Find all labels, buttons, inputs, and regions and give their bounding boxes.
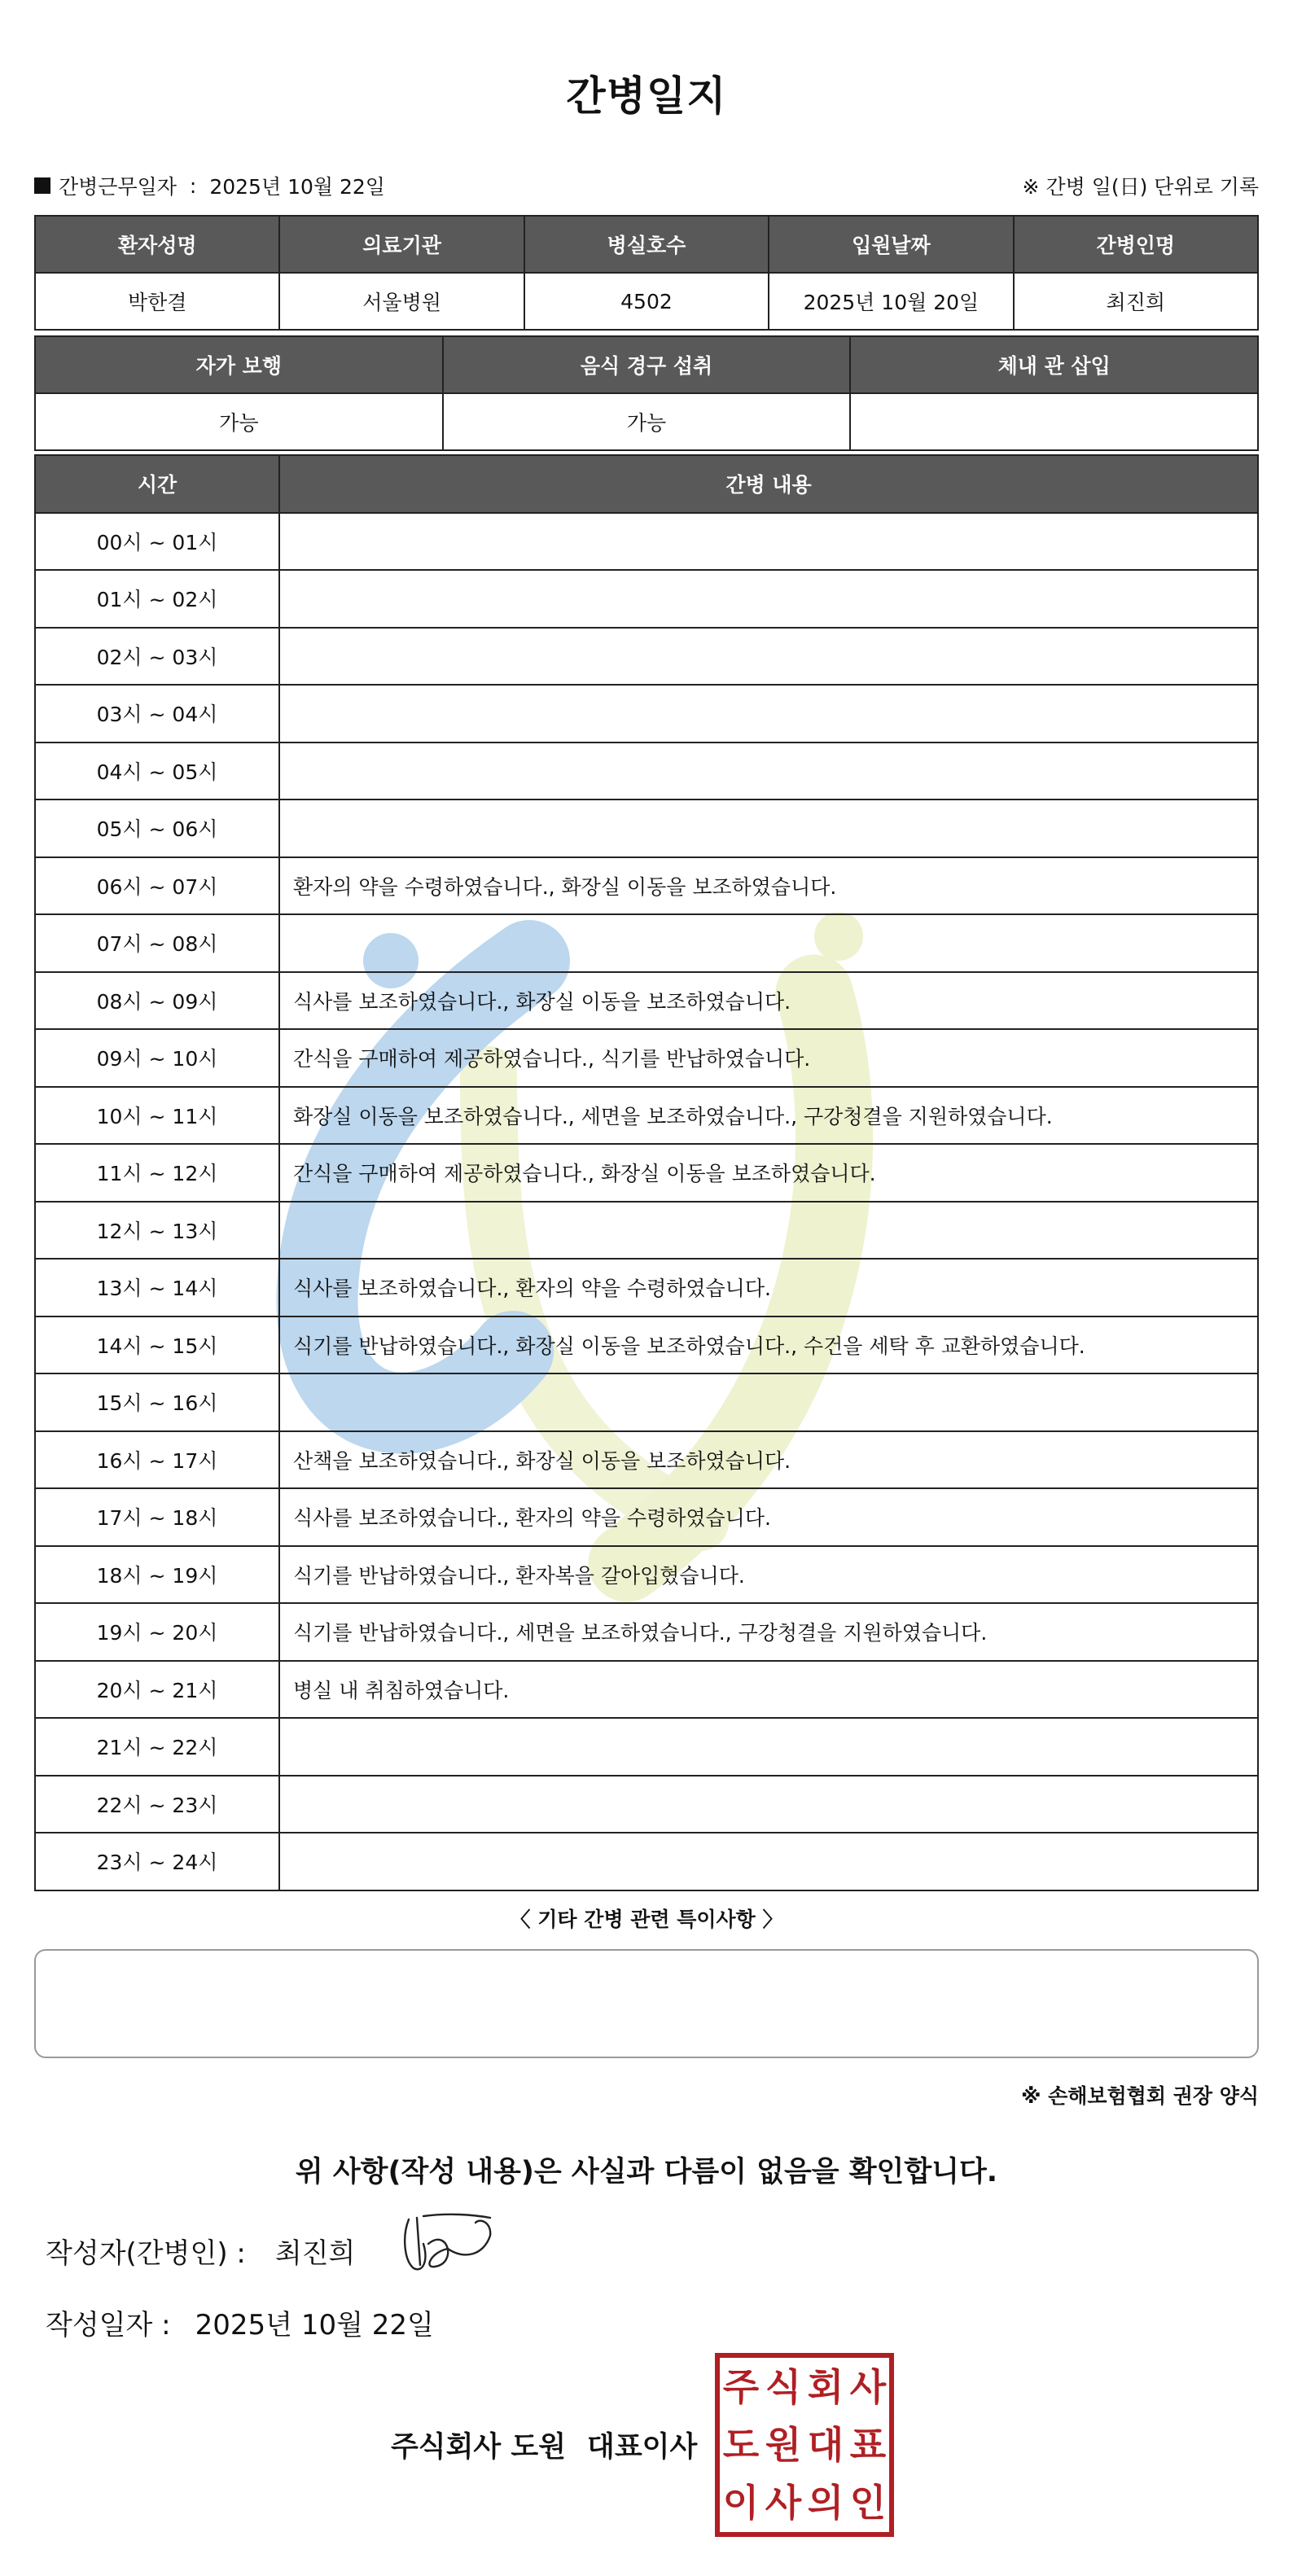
table-row: [35, 570, 1258, 628]
seal-character: 주: [722, 2364, 760, 2409]
work-date-group: [34, 171, 385, 200]
seal-character: 식: [765, 2364, 802, 2409]
time-slot-cell: 11시 ~ 12시: [35, 1144, 279, 1202]
care-content-cell: [279, 1776, 1258, 1833]
header-room-number: 병실호수: [524, 216, 769, 273]
patient-info-header-row: [35, 216, 1258, 273]
care-content-cell: [279, 800, 1258, 857]
care-content-cell: 산책을 보조하였습니다., 화장실 이동을 보조하였습니다.: [279, 1431, 1258, 1489]
seal-character: 이: [722, 2481, 760, 2526]
time-slot-cell: 09시 ~ 10시: [35, 1029, 279, 1087]
care-content-cell: 병실 내 취침하였습니다.: [279, 1661, 1258, 1719]
table-row: [35, 1776, 1258, 1833]
room-number-value: 4502: [524, 273, 769, 330]
table-row: [35, 800, 1258, 857]
work-date-label: 간병근무일자: [59, 175, 177, 199]
care-content-cell: [279, 1373, 1258, 1431]
written-date-label: 작성일자 :: [46, 2309, 171, 2342]
time-slot-cell: 01시 ~ 02시: [35, 570, 279, 628]
care-content-cell: 식사를 보조하였습니다., 환자의 약을 수령하였습니다.: [279, 1259, 1258, 1316]
time-slot-cell: 00시 ~ 01시: [35, 513, 279, 571]
care-content-cell: [279, 914, 1258, 972]
table-row: [35, 857, 1258, 915]
written-date-value: 2025년 10월 22일: [195, 2309, 434, 2342]
time-slot-cell: 15시 ~ 16시: [35, 1373, 279, 1431]
time-slot-cell: 06시 ~ 07시: [35, 857, 279, 915]
table-row: [35, 743, 1258, 800]
company-name: 주식회사 도원: [391, 2431, 567, 2464]
time-slot-cell: 18시 ~ 19시: [35, 1546, 279, 1604]
special-notes-title: 〈 기타 간병 관련 특이사항 〉: [510, 1908, 783, 1931]
table-row: [35, 1833, 1258, 1890]
time-slot-cell: 22시 ~ 23시: [35, 1776, 279, 1833]
patient-info-value-row: [35, 273, 1258, 330]
time-slot-cell: 12시 ~ 13시: [35, 1202, 279, 1260]
time-slot-cell: 14시 ~ 15시: [35, 1316, 279, 1374]
table-row: [35, 914, 1258, 972]
author-row: [46, 2231, 355, 2271]
seal-character: 회: [807, 2364, 844, 2409]
table-row: [35, 1603, 1258, 1661]
care-content-cell: 식기를 반납하였습니다., 세면을 보조하였습니다., 구강청결을 지원하였습니다.: [279, 1603, 1258, 1661]
table-row: [35, 1661, 1258, 1719]
oral-intake-value: 가능: [443, 393, 851, 450]
company-seal: [715, 2353, 894, 2537]
work-date-value: 2025년 10월 22일: [209, 175, 385, 199]
header-self-walking: 자가 보행: [35, 336, 443, 393]
tube-insertion-value: [850, 393, 1258, 450]
table-row: [35, 972, 1258, 1030]
table-row: [35, 685, 1258, 743]
time-slot-cell: 02시 ~ 03시: [35, 628, 279, 686]
table-row: [35, 1202, 1258, 1260]
author-name: 최진희: [274, 2237, 356, 2270]
seal-character: 표: [849, 2422, 887, 2467]
time-slot-cell: 17시 ~ 18시: [35, 1488, 279, 1546]
header-time: 시간: [35, 455, 279, 513]
seal-character: 사: [765, 2481, 802, 2526]
written-date-row: [46, 2302, 434, 2342]
header-tube-insertion: 체내 관 삽입: [850, 336, 1258, 393]
time-slot-cell: 08시 ~ 09시: [35, 972, 279, 1030]
admission-date-value: 2025년 10월 20일: [769, 273, 1013, 330]
table-row: [35, 1373, 1258, 1431]
table-row: [35, 513, 1258, 571]
time-slot-cell: 10시 ~ 11시: [35, 1087, 279, 1145]
table-row: [35, 1718, 1258, 1776]
care-content-cell: 식사를 보조하였습니다., 환자의 약을 수령하였습니다.: [279, 1488, 1258, 1546]
time-slot-cell: 20시 ~ 21시: [35, 1661, 279, 1719]
confirmation-statement: 위 사항(작성 내용)은 사실과 다름이 없음을 확인합니다.: [295, 2156, 998, 2188]
seal-character: 도: [722, 2422, 760, 2467]
care-content-cell: [279, 1833, 1258, 1890]
header-care-content: 간병 내용: [279, 455, 1258, 513]
care-content-cell: 환자의 약을 수령하였습니다., 화장실 이동을 보조하였습니다.: [279, 857, 1258, 915]
patient-status-table: [34, 335, 1259, 451]
header-hospital: 의료기관: [279, 216, 524, 273]
special-notes-box[interactable]: [34, 1949, 1259, 2058]
time-slot-cell: 23시 ~ 24시: [35, 1833, 279, 1890]
time-slot-cell: 21시 ~ 22시: [35, 1718, 279, 1776]
care-log-body: [35, 513, 1258, 1890]
signature-mark: [399, 2211, 497, 2275]
table-row: [35, 1144, 1258, 1202]
time-slot-cell: 04시 ~ 05시: [35, 743, 279, 800]
care-content-cell: [279, 1718, 1258, 1776]
black-square-icon: [34, 177, 50, 194]
care-content-cell: 식기를 반납하였습니다., 환자복을 갈아입혔습니다.: [279, 1546, 1258, 1604]
time-slot-cell: 05시 ~ 06시: [35, 800, 279, 857]
table-row: [35, 1546, 1258, 1604]
header-admission-date: 입원날짜: [769, 216, 1013, 273]
table-row: [35, 1259, 1258, 1316]
company-ceo-title: 대표이사: [587, 2431, 698, 2464]
time-slot-cell: 07시 ~ 08시: [35, 914, 279, 972]
care-content-cell: 식사를 보조하였습니다., 화장실 이동을 보조하였습니다.: [279, 972, 1258, 1030]
table-row: [35, 1087, 1258, 1145]
care-content-cell: [279, 1202, 1258, 1260]
care-log-table: [34, 454, 1259, 1891]
patient-info-table: [34, 215, 1259, 331]
hospital-value: 서울병원: [279, 273, 524, 330]
care-content-cell: 식기를 반납하였습니다., 화장실 이동을 보조하였습니다., 수건을 세탁 후 교환하였습니다.: [279, 1316, 1258, 1374]
seal-character: 의: [807, 2481, 844, 2526]
time-slot-cell: 13시 ~ 14시: [35, 1259, 279, 1316]
seal-character: 사: [849, 2364, 887, 2409]
time-slot-cell: 16시 ~ 17시: [35, 1431, 279, 1489]
work-date-separator: :: [189, 173, 197, 198]
company-line: [391, 2425, 697, 2465]
meta-row: [34, 169, 1259, 202]
care-content-cell: [279, 570, 1258, 628]
care-log-header-row: [35, 455, 1258, 513]
care-content-cell: [279, 685, 1258, 743]
care-content-cell: [279, 743, 1258, 800]
time-slot-cell: 03시 ~ 04시: [35, 685, 279, 743]
record-unit-note: ※ 간병 일(日) 단위로 기록: [1022, 175, 1259, 199]
caregiver-name-value: 최진희: [1014, 273, 1258, 330]
seal-character: 원: [765, 2422, 802, 2467]
table-row: [35, 1316, 1258, 1374]
self-walking-value: 가능: [35, 393, 443, 450]
patient-name-value: 박한결: [35, 273, 279, 330]
status-header-row: [35, 336, 1258, 393]
care-content-cell: [279, 628, 1258, 686]
table-row: [35, 628, 1258, 686]
recommended-form-note: ※ 손해보험협회 권장 양식: [1021, 2084, 1259, 2108]
page-title: 간병일지: [566, 72, 727, 120]
header-patient-name: 환자성명: [35, 216, 279, 273]
header-oral-intake: 음식 경구 섭취: [443, 336, 851, 393]
header-caregiver-name: 간병인명: [1014, 216, 1258, 273]
care-content-cell: 간식을 구매하여 제공하였습니다., 식기를 반납하였습니다.: [279, 1029, 1258, 1087]
table-row: [35, 1488, 1258, 1546]
care-content-cell: [279, 513, 1258, 571]
seal-character: 인: [849, 2481, 887, 2526]
care-content-cell: 화장실 이동을 보조하였습니다., 세면을 보조하였습니다., 구강청결을 지원하였습니다.: [279, 1087, 1258, 1145]
time-slot-cell: 19시 ~ 20시: [35, 1603, 279, 1661]
status-value-row: [35, 393, 1258, 450]
care-content-cell: 간식을 구매하여 제공하였습니다., 화장실 이동을 보조하였습니다.: [279, 1144, 1258, 1202]
table-row: [35, 1029, 1258, 1087]
seal-character: 대: [807, 2422, 844, 2467]
author-label: 작성자(간병인) :: [46, 2237, 246, 2270]
table-row: [35, 1431, 1258, 1489]
